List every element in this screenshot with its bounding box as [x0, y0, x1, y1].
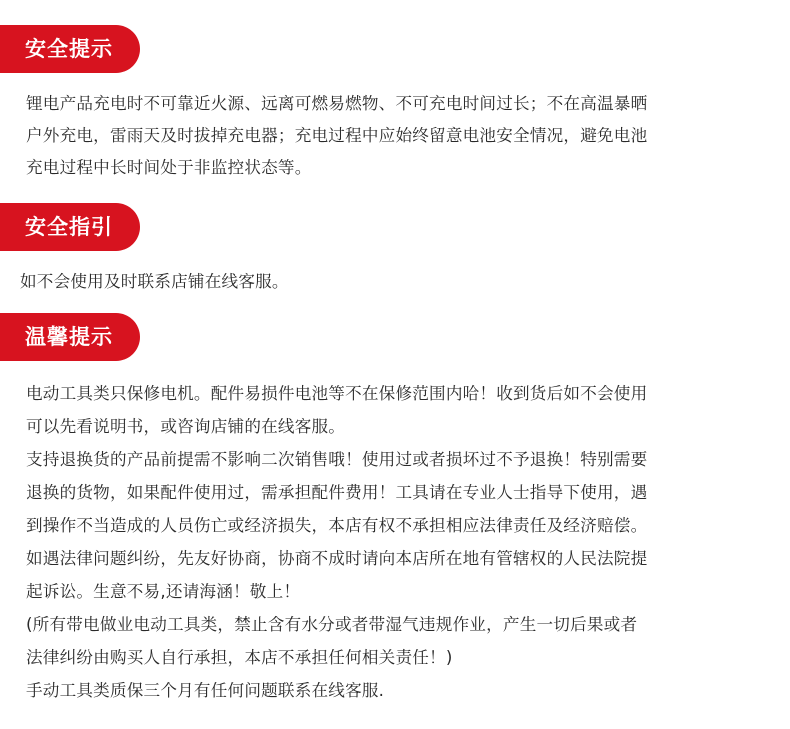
warm-reminder-line-6: 如遇法律问题纠纷，先友好协商，协商不成时请向本店所在地有管辖权的人民法院提	[26, 549, 648, 568]
warm-reminder-line-8: (所有带电做业电动工具类，禁止含有水分或者带湿气违规作业，产生一切后果或者	[26, 615, 638, 634]
warm-reminder-line-9: 法律纠纷由购买人自行承担，本店不承担任何相关责任！)	[26, 648, 453, 667]
warm-reminder-line-4: 退换的货物，如果配件使用过，需承担配件费用！工具请在专业人士指导下使用，遇	[26, 483, 648, 502]
warm-reminder-line-7: 起诉讼。生意不易,还请海涵！敬上！	[26, 582, 301, 601]
safety-tips-line-1: 锂电产品充电时不可靠近火源、远离可燃易燃物、不可充电时间过长；不在高温暴晒	[26, 94, 648, 113]
warm-reminder-line-10: 手动工具类质保三个月有任何问题联系在线客服.	[26, 681, 385, 700]
section-heading-safety-guide: 安全指引	[0, 203, 140, 251]
safety-guide-line-1: 如不会使用及时联系店铺在线客服。	[20, 272, 289, 291]
warm-reminder-line-5: 到操作不当造成的人员伤亡或经济损失，本店有权不承担相应法律责任及经济赔偿。	[26, 516, 648, 535]
safety-tips-line-3: 充电过程中长时间处于非监控状态等。	[26, 158, 312, 177]
warm-reminder-line-2: 可以先看说明书，或咨询店铺的在线客服。	[26, 417, 346, 436]
section-heading-warm-reminder: 温馨提示	[0, 313, 140, 361]
warm-reminder-line-3: 支持退换货的产品前提需不影响二次销售哦！使用过或者损坏过不予退换！特别需要	[26, 450, 648, 469]
section-heading-safety-tips: 安全提示	[0, 25, 140, 73]
warm-reminder-line-1: 电动工具类只保修电机。配件易损件电池等不在保修范围内哈！收到货后如不会使用	[26, 384, 648, 403]
safety-tips-line-2: 户外充电，雷雨天及时拔掉充电器；充电过程中应始终留意电池安全情况，避免电池	[26, 126, 648, 145]
